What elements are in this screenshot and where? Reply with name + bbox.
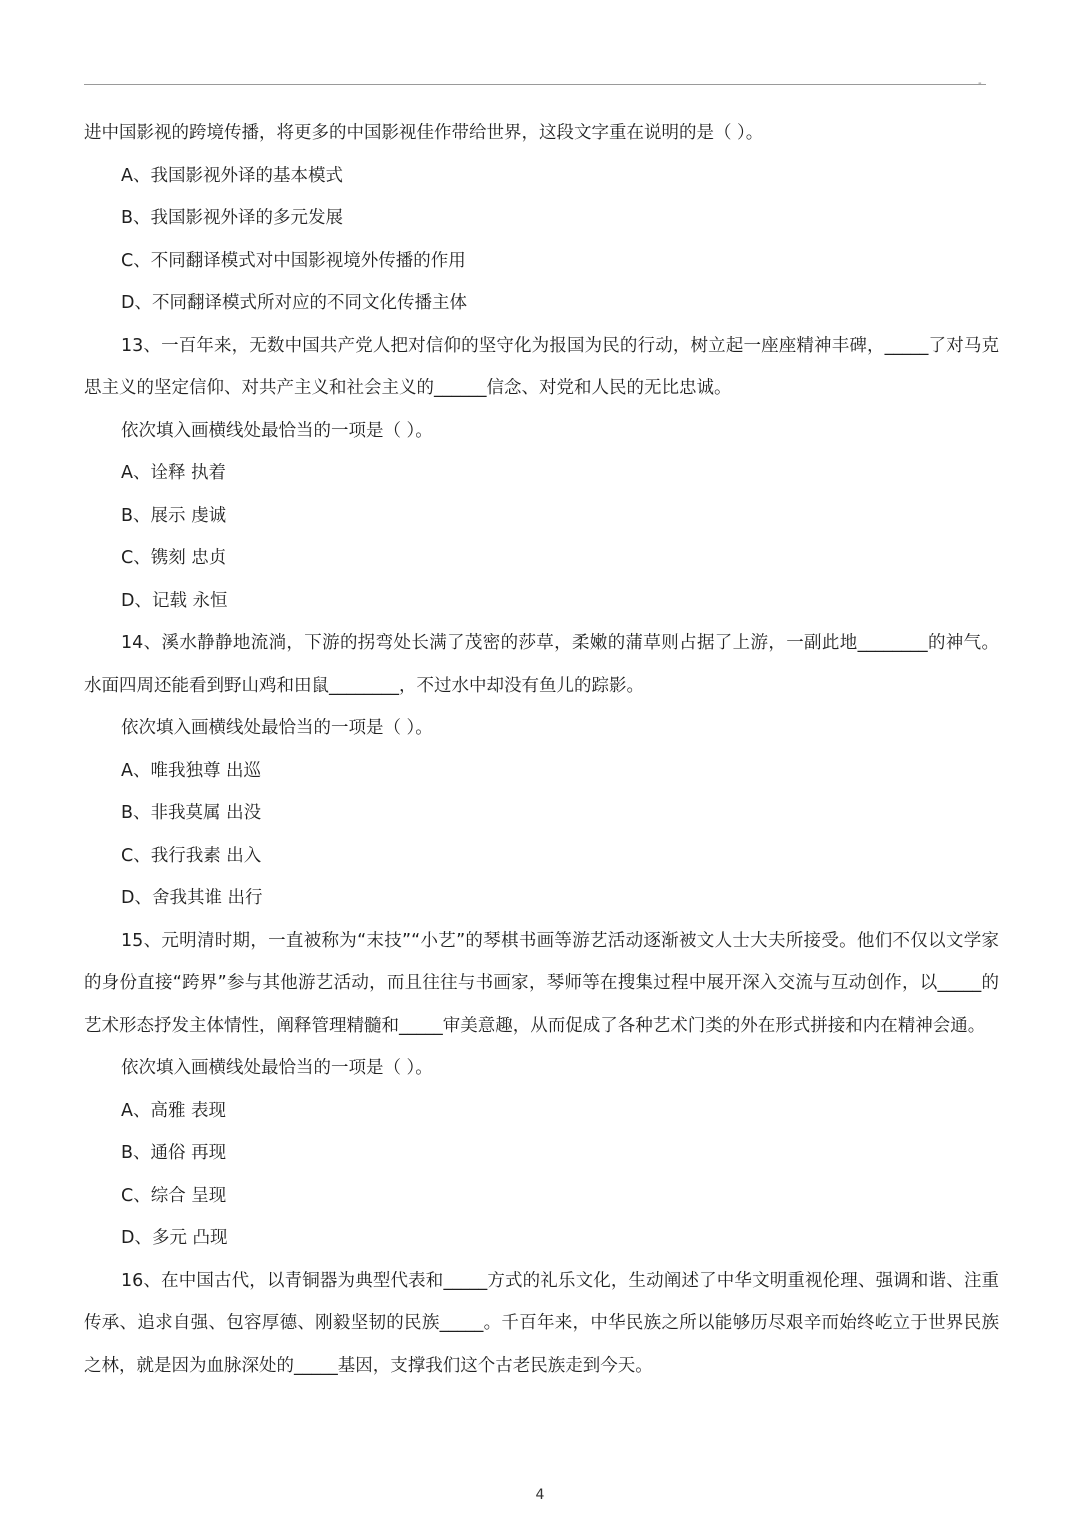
question-14-text: 14、溪水静静地流淌，下游的拐弯处长满了茂密的莎草，柔嫩的蒲草则占据了上游，一副此地________的神气。水面四周还能看到野山鸡和田鼠________，不过水中却没有鱼儿的踪影。 — [84, 633, 999, 696]
question-14-option-d: D、舍我其谁 出行 — [121, 888, 263, 908]
question-14-option-b: B、非我莫属 出没 — [121, 803, 262, 823]
header-mark: - — [978, 78, 982, 89]
header-rule — [84, 84, 986, 85]
intro-option-b: B、我国影视外译的多元发展 — [121, 208, 344, 228]
question-15-option-c: C、综合 呈现 — [121, 1185, 227, 1206]
question-15-option-d: D、多元 凸现 — [121, 1228, 228, 1248]
page-number: 4 — [535, 1487, 545, 1503]
question-15-text: 15、元明清时期，一直被称为“末技”“小艺”的琴棋书画等游艺活动逐渐被文人士大夫所接受。他们不仅以文学家的身份直接“跨界”参与其他游艺活动，而且往往与书画家，琴师等在搜集过程中展开深入交流与互动创作，以_____的艺术形态抒发主体情性，阐释管理精髓和_____审美意趣，从而促成了各种艺术门类的外在形式拼接和内在精神会通。 — [84, 930, 999, 1036]
question-14-option-c: C、我行我素 出入 — [121, 845, 262, 866]
question-14-option-a: A、唯我独尊 出巡 — [121, 760, 262, 781]
question-13-option-d: D、记载 永恒 — [121, 590, 228, 611]
question-14-prompt: 依次填入画横线处最恰当的一项是（ ）。 — [121, 718, 433, 738]
question-13-prompt: 依次填入画横线处最恰当的一项是（ ）。 — [121, 420, 433, 441]
question-13-option-c: C、镌刻 忠贞 — [121, 548, 227, 568]
question-13-option-a: A、诠释 执着 — [121, 463, 227, 483]
question-15-prompt: 依次填入画横线处最恰当的一项是（ ）。 — [121, 1058, 433, 1078]
question-16-text: 16、在中国古代，以青铜器为典型代表和_____方式的礼乐文化，生动阐述了中华文明重视伦理、强调和谐、注重传承、追求自强、包容厚德、刚毅坚韧的民族_____。千百年来，中华民族之所以能够历尽艰辛而始终屹立于世界民族之林，就是因为血脉深处的_____基因，支撑我们这个古老民族走到今天。 — [84, 1270, 999, 1376]
intro-option-d: D、不同翻译模式所对应的不同文化传播主体 — [121, 293, 467, 313]
question-15-option-b: B、通俗 再现 — [121, 1143, 227, 1163]
question-13-text: 13、一百年来，无数中国共产党人把对信仰的坚守化为报国为民的行动，树立起一座座精神丰碑，_____了对马克思主义的坚定信仰、对共产主义和社会主义的______信念、对党和人民的无比忠诚。 — [84, 335, 999, 398]
page-content — [84, 112, 999, 1387]
intro-option-a: A、我国影视外译的基本模式 — [121, 165, 343, 186]
intro-option-c: C、不同翻译模式对中国影视境外传播的作用 — [121, 250, 466, 271]
question-13-option-b: B、展示 虔诚 — [121, 505, 227, 526]
question-15-option-a: A、高雅 表现 — [121, 1100, 227, 1121]
intro-text: 进中国影视的跨境传播，将更多的中国影视佳作带给世界，这段文字重在说明的是（ ）。 — [84, 123, 764, 143]
